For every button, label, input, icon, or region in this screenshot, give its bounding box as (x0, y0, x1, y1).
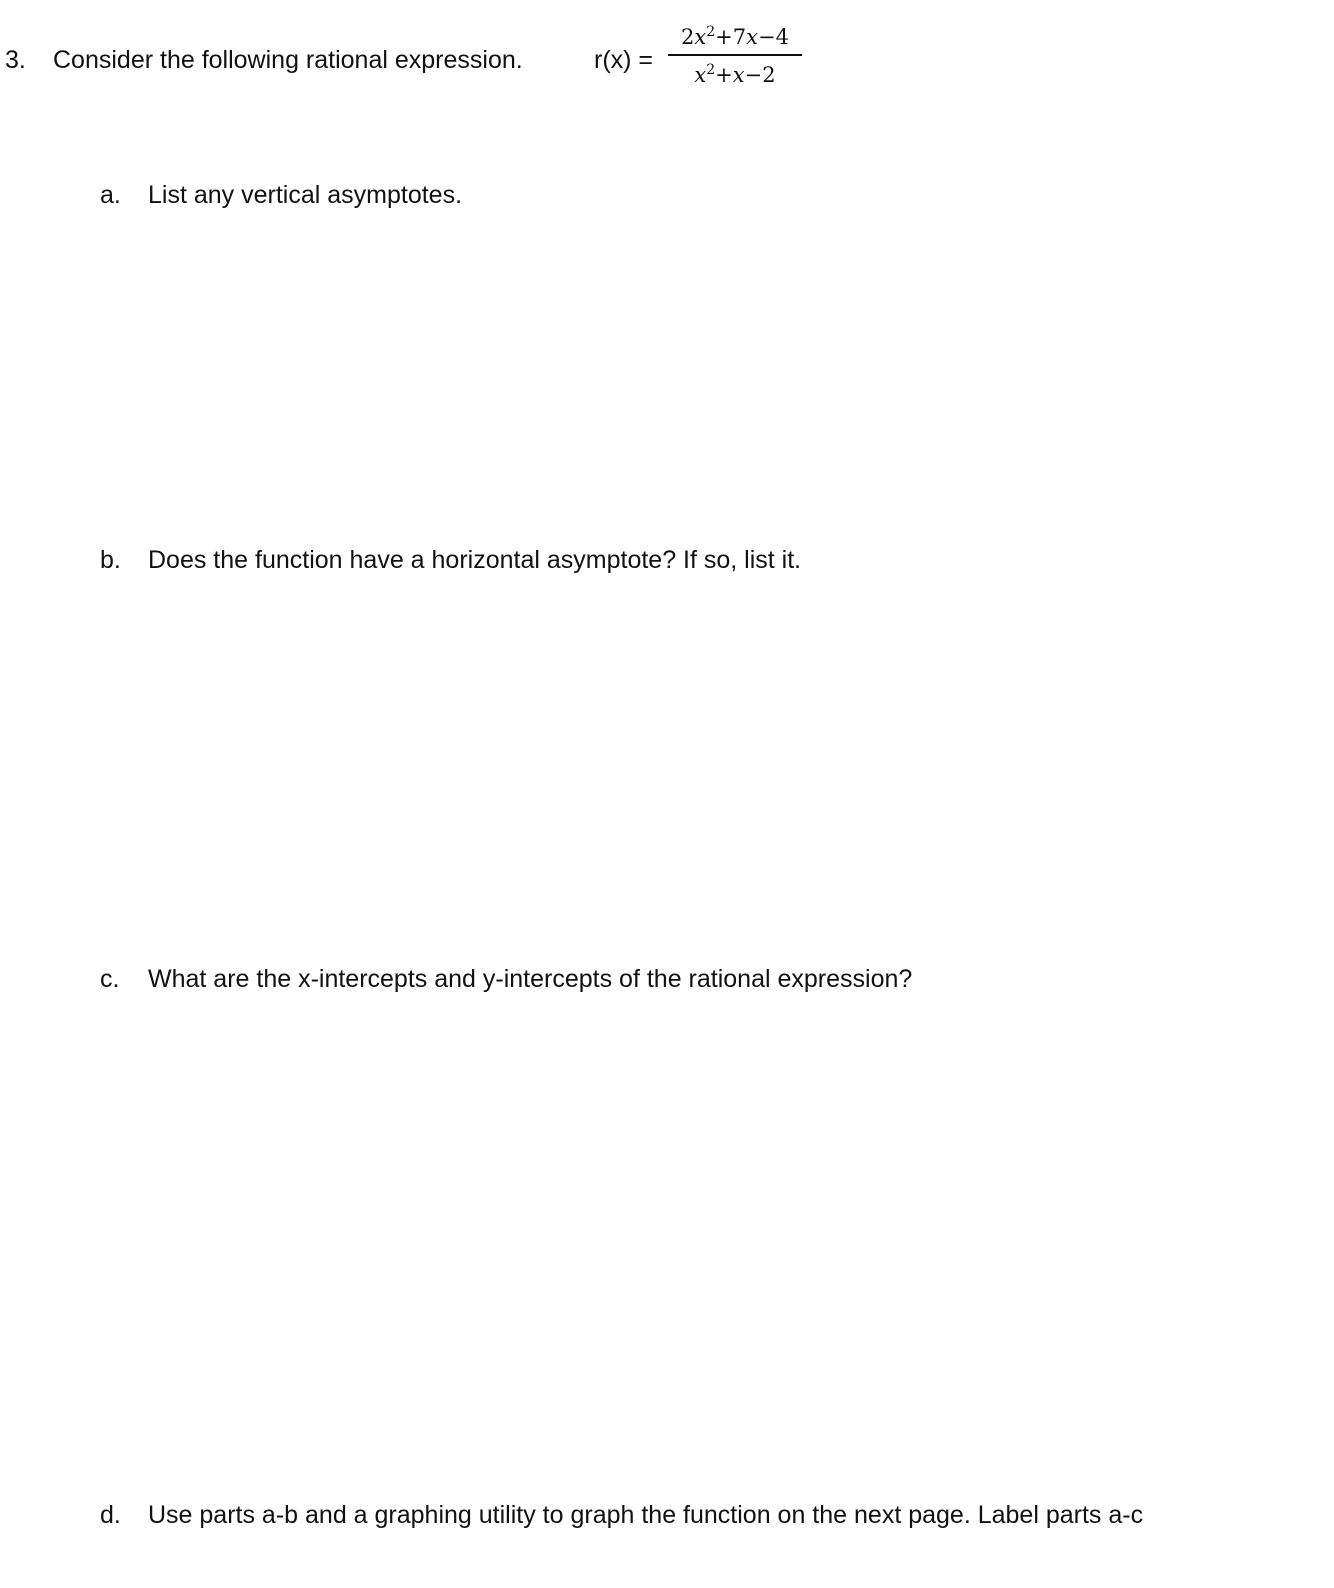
var: x (694, 25, 707, 49)
part-b-letter: b. (100, 546, 121, 574)
part-a-letter: a. (100, 181, 121, 209)
fraction-bar (668, 54, 802, 56)
coef: 2 (681, 25, 695, 49)
part-c-text: What are the x-intercepts and y-intercepts of the rational expression? (148, 965, 913, 993)
part-b-text: Does the function have a horizontal asymptote? If so, list it. (148, 546, 802, 574)
term: + (715, 63, 733, 87)
term: −2 (744, 63, 776, 87)
function-label: r(x) = (594, 46, 654, 74)
numerator (668, 24, 802, 49)
var: x (746, 25, 758, 49)
term: +7 (715, 25, 747, 49)
denominator (668, 62, 802, 87)
exponent: 2 (706, 62, 716, 78)
rational-expression (668, 24, 802, 87)
part-d-letter: d. (100, 1501, 121, 1529)
problem-intro: Consider the following rational expression. (53, 46, 523, 74)
part-a-text: List any vertical asymptotes. (148, 181, 463, 209)
exponent: 2 (706, 24, 716, 40)
var: x (732, 63, 745, 87)
term: −4 (757, 25, 789, 49)
part-d-text: Use parts a-b and a graphing utility to graph the function on the next page. Label parts a-c (148, 1501, 1144, 1529)
var: x (694, 63, 707, 87)
part-c-letter: c. (100, 965, 120, 993)
problem-number: 3. (5, 46, 26, 74)
